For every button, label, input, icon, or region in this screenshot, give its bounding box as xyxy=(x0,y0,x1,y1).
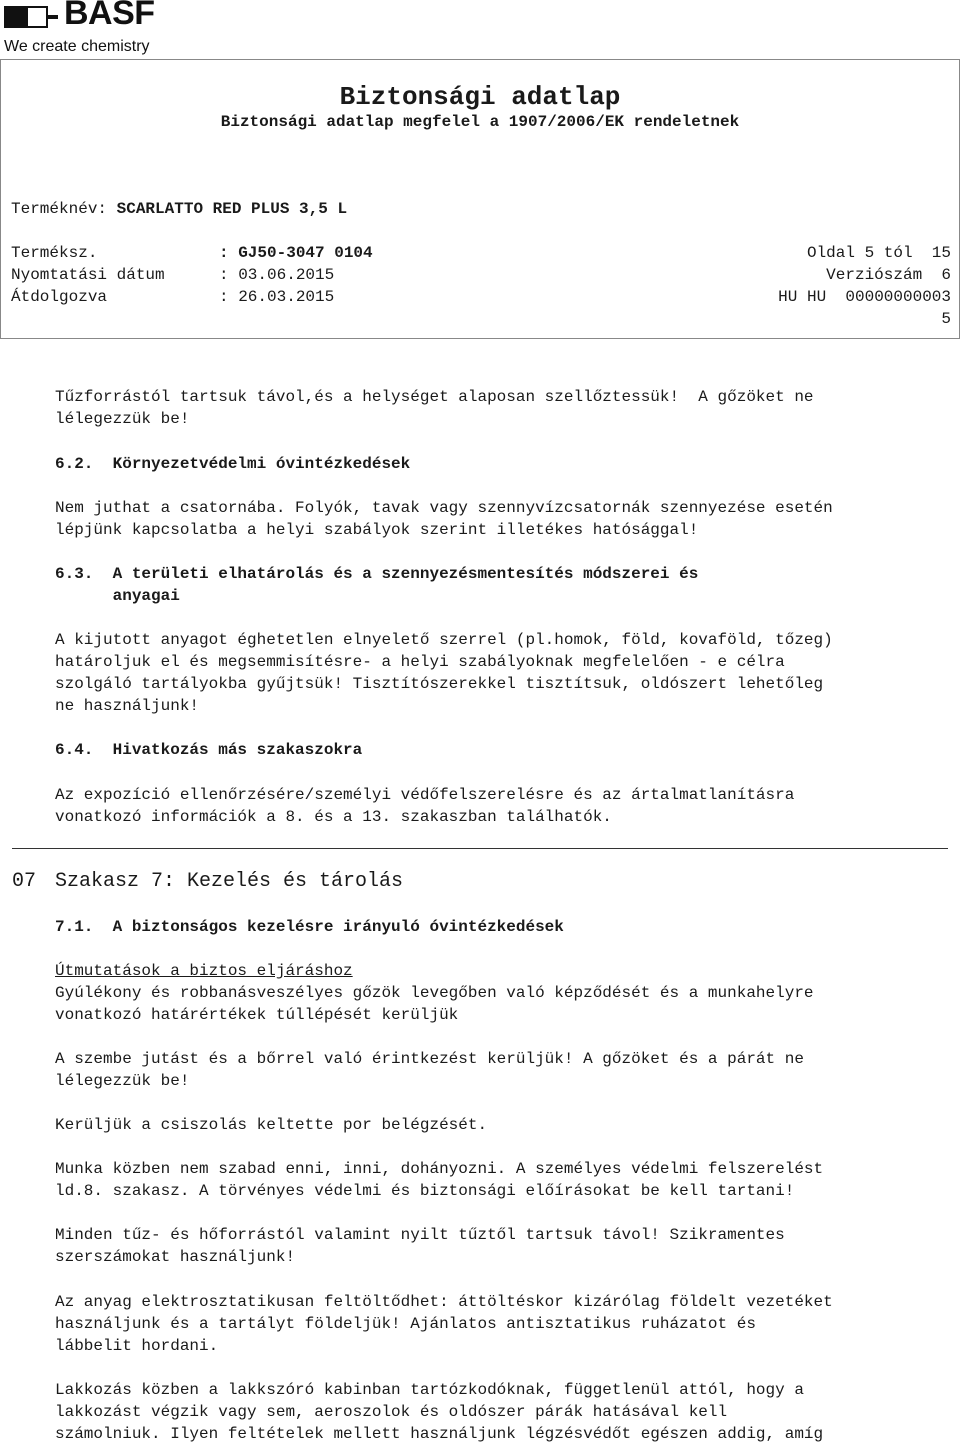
paragraph-7-1-eye-skin: A szembe jutást és a bőrrel való érintkezést kerüljük! A gőzöket és a párát ne lélegezzük be! xyxy=(55,1050,804,1090)
product-number-value: : GJ50-3047 0104 xyxy=(219,244,373,262)
paragraph-7-1-electrostatic: Az anyag elektrosztatikusan feltöltődhet: áttöltéskor kizárólag földelt vezetéket használjunk és a tartályt földeljük! Ajánlatos antisztatikus ruházatot és lábbelit hordani. xyxy=(55,1293,833,1355)
paragraph-7-1-spray-booth: Lakkozás közben a lakkszóró kabinban tartózkodóknak, függetlenül attól, hogy a lakkozást végzik vagy sem, aeroszolok és oldószer párák hatásával kell számolniuk. Ilyen feltételek mellett használjunk légzésvédőt egészen addig, amíg xyxy=(55,1381,824,1443)
heading-6-2: 6.2. Környezetvédelmi óvintézkedések xyxy=(55,455,411,473)
section-divider xyxy=(12,848,948,849)
paragraph-ignition-sources: Tűzforrástól tartsuk távol,és a helységet alaposan szellőztessük! A gőzöket ne lélegezzük be! xyxy=(55,388,814,428)
logo-wordmark: BASF xyxy=(64,0,155,32)
revised-line xyxy=(11,288,334,306)
document-title: Biztonsági adatlap xyxy=(339,82,621,112)
print-date-value: : 03.06.2015 xyxy=(219,266,335,284)
heading-6-3: 6.3. A területi elhatárolás és a szennyezésmentesítés módszerei és anyagai xyxy=(55,565,699,605)
document-code: HU HU 00000000003 xyxy=(778,288,951,306)
logo-tagline: We create chemistry xyxy=(4,38,150,55)
product-name-value: SCARLATTO RED PLUS 3,5 L xyxy=(116,200,348,218)
section-number: 07 xyxy=(12,870,37,893)
version-number: Verziószám 6 xyxy=(826,266,951,284)
page-indicator: Oldal 5 tól 15 xyxy=(806,244,951,262)
section-title: Szakasz 7: Kezelés és tárolás xyxy=(55,870,404,893)
paragraph-6-2: Nem juthat a csatornába. Folyók, tavak vagy szennyvízcsatornák szennyezése esetén lépjünk kapcsolatba a helyi szabályok szerint illetékes hatósággal! xyxy=(55,499,833,539)
product-number-label: Terméksz. xyxy=(11,244,98,262)
revised-label: Átdolgozva xyxy=(11,288,108,306)
paragraph-7-1-fire: Minden tűz- és hőforrástól valamint nyilt tűztől tartsuk távol! Szikramentes szerszámokat használjunk! xyxy=(55,1226,785,1266)
paragraph-6-3: A kijutott anyagot éghetetlen elnyelető szerrel (pl.homok, föld, kovaföld, tőzeg) határoljuk el és megsemmisítésre- a helyi szabályoknak megfelelően - e célra szolgáló tartályokba gyűjtsük! Tisztítószerekkel tisztítsuk, oldószert lehetőleg ne használjunk! xyxy=(55,631,833,715)
revised-value: : 26.03.2015 xyxy=(219,288,335,306)
product-number-line xyxy=(11,244,373,262)
document-subtitle: Biztonsági adatlap megfelel a 1907/2006/EK rendeletnek xyxy=(220,113,740,131)
print-date-label: Nyomtatási dátum xyxy=(11,266,165,284)
paragraph-7-1-eating: Munka közben nem szabad enni, inni, dohányozni. A személyes védelmi felszerelést ld.8. szakasz. A törvényes védelmi és biztonsági előírásokat be kell tartani! xyxy=(55,1160,824,1200)
product-name-label: Terméknév: xyxy=(11,200,108,218)
subheading-safe-handling: Útmutatások a biztos eljáráshoz xyxy=(55,962,353,980)
heading-6-4: 6.4. Hivatkozás más szakaszokra xyxy=(55,741,363,759)
basf-logo-mark-icon xyxy=(4,6,48,28)
print-date-line xyxy=(11,266,334,284)
document-header xyxy=(0,59,960,339)
paragraph-6-4: Az expozíció ellenőrzésére/személyi védőfelszerelésre és az ártalmatlanításra vonatkozó információk a 8. és a 13. szakaszban találhatók. xyxy=(55,786,795,826)
paragraph-7-1-dust: Kerüljük a csiszolás keltette por belégzését. xyxy=(55,1116,488,1134)
product-name-line xyxy=(11,200,347,218)
heading-7-1: 7.1. A biztonságos kezelésre irányuló óvintézkedések xyxy=(55,918,564,936)
document-code-suffix: 5 xyxy=(941,310,951,328)
paragraph-7-1-vapours: Gyúlékony és robbanásveszélyes gőzök levegőben való képződését és a munkahelyre vonatkozó határértékek túllépését kerüljük xyxy=(55,984,814,1024)
